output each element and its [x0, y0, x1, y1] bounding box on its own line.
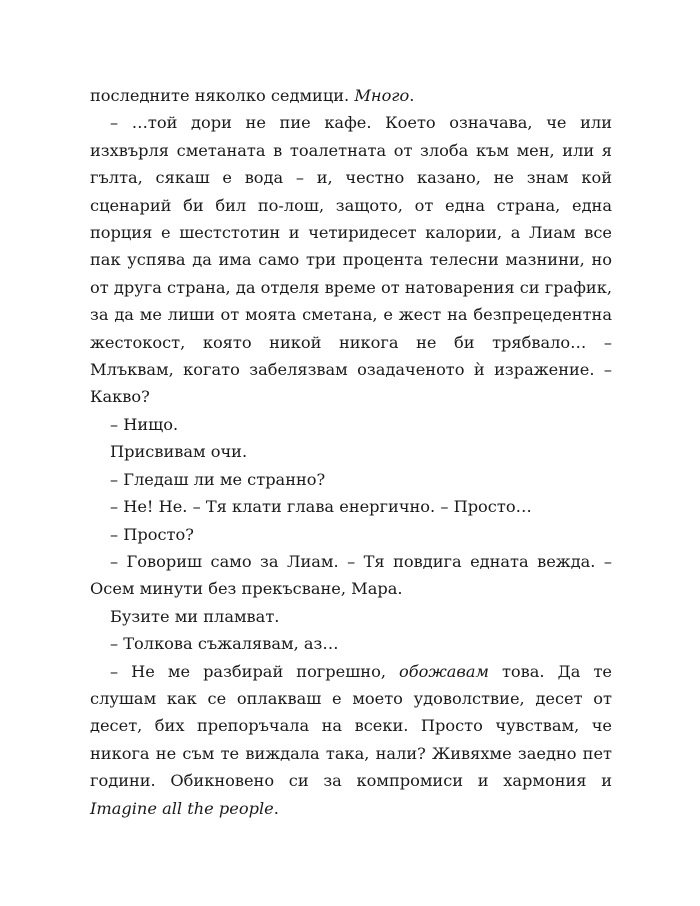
paragraph-10: – Толкова съжалявам, аз… — [110, 634, 339, 654]
paragraph-7: – Просто? — [110, 524, 194, 544]
paragraph-11: – Не ме разбирай погрешно, обожавам това. Да те слушам как се оплакваш е моето удоволствие, десет от десет, бих препоръчала на всеки. Просто чувствам, че никога не съм те виждала така, нали? Живяхме заедно пет години. Обикновено си за компромиси и хармония и Imagine all the people. — [90, 661, 612, 818]
paragraph-5: – Гледаш ли ме странно? — [110, 469, 326, 489]
paragraph-3: – Нищо. — [110, 414, 179, 434]
paragraph-4: Присвивам очи. — [110, 442, 248, 462]
paragraph-6: – Не! Не. – Тя клати глава енергично. – Просто… — [110, 497, 532, 517]
paragraph-8: – Говориш само за Лиам. – Тя повдига едната вежда. – Осем минути без прекъсване, Мара. — [90, 551, 612, 599]
paragraph-9: Бузите ми пламват. — [110, 606, 280, 626]
page-text — [90, 82, 612, 822]
paragraph-2: – …той дори не пие кафе. Което означава, че или изхвърля сметаната в тоалетната от злоба към мен, или я гълта, сякаш е вода – и, честно казано, не знам кой сценарий би бил по-лош, защото, от една страна, една порция е шестстотин и четиридесет калории, а Лиам все пак успява да има само три процента телесни мазнини, но от друга страна, да отделя време от натоварения си график, за да ме лиши от моята сметана, е жест на безпрецедентна жестокост, която никой никога не би трябвало… – Млъквам, когато забелязвам озадаченото ѝ изражение. – Какво? — [90, 113, 612, 407]
paragraph-1: последните няколко седмици. Много. — [90, 86, 415, 105]
